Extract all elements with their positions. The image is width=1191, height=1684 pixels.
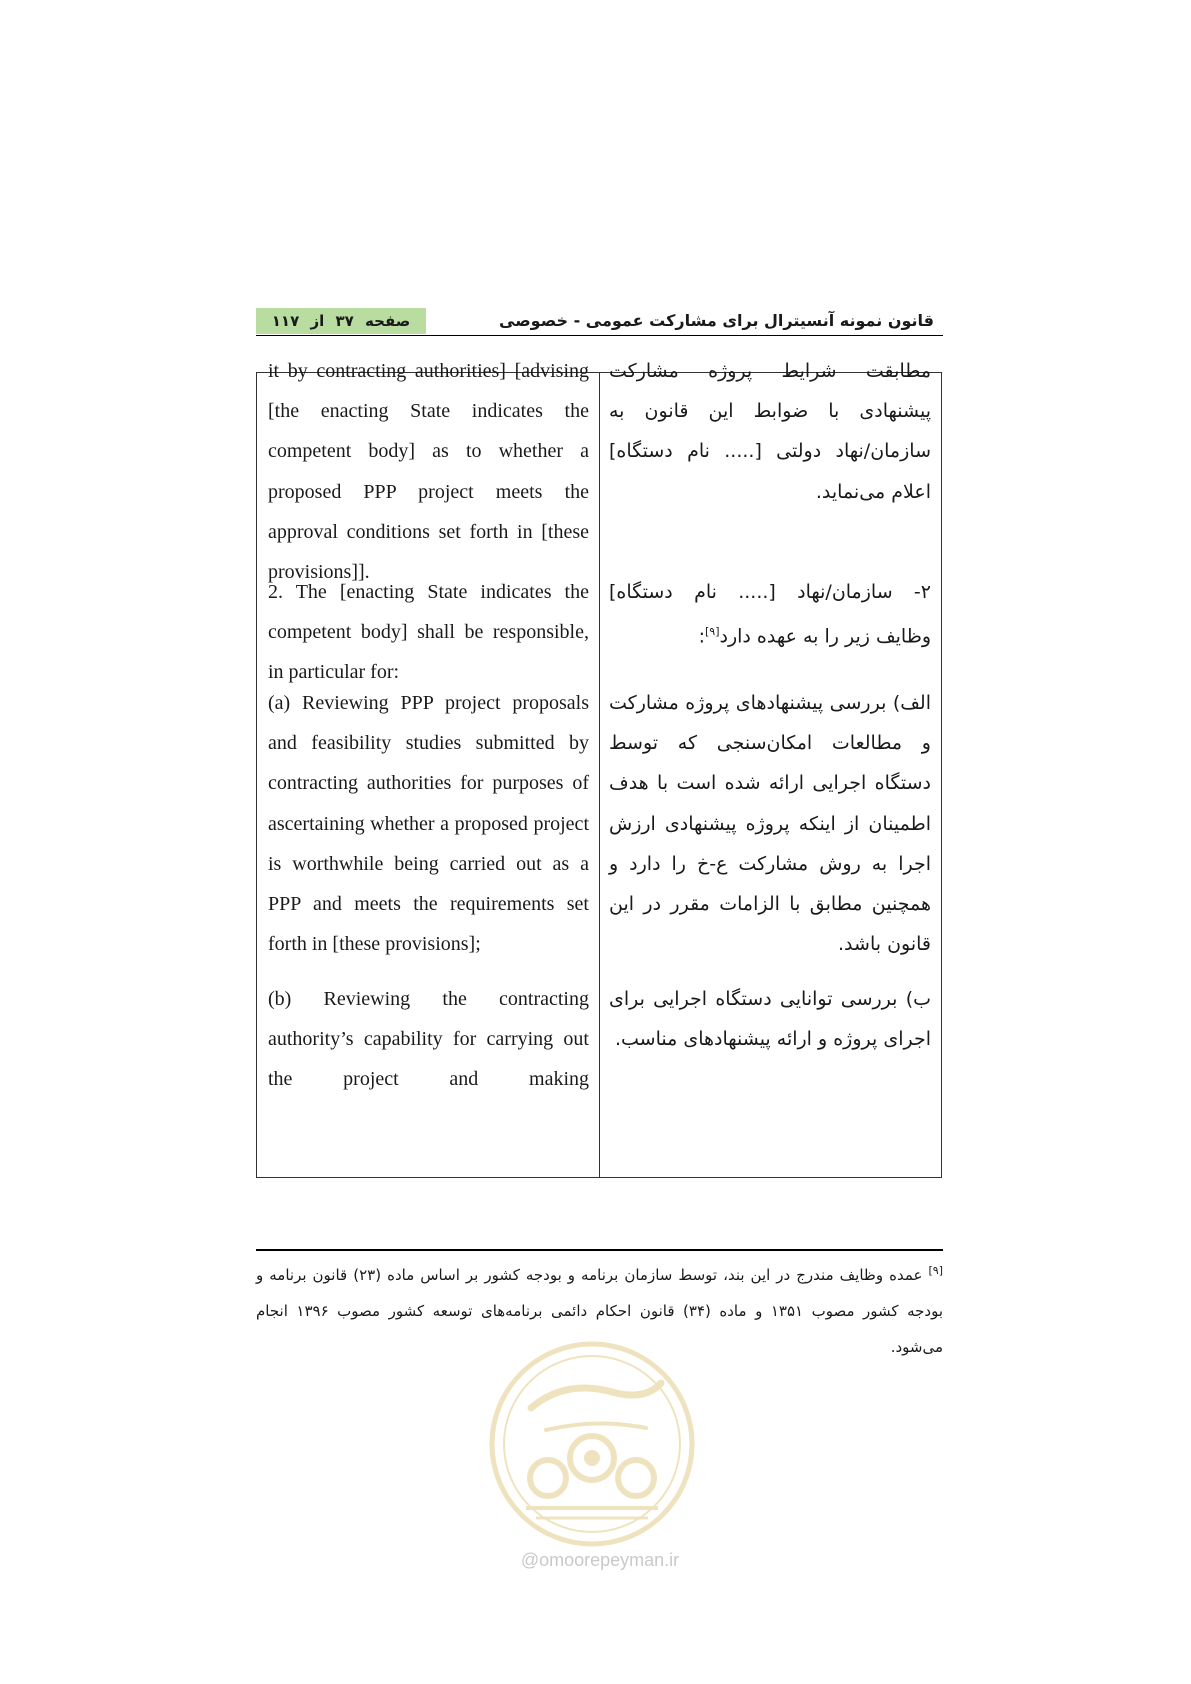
watermark-seal-icon	[486, 1338, 698, 1550]
total-pages: ۱۱۷	[271, 312, 300, 330]
watermark-site-text: @omoorepeyman.ir	[520, 1550, 680, 1570]
page-number-badge	[256, 308, 426, 334]
page-number: ۳۷	[335, 312, 354, 330]
persian-paragraph-2-text: ۲- سازمان/نهاد [..... نام دستگاه] وظایف زیر را به عهده دارد	[609, 581, 931, 648]
column-divider	[599, 373, 600, 1177]
footnote-rule	[256, 1249, 943, 1251]
persian-paragraph-2	[609, 572, 931, 657]
persian-paragraph-3: الف) بررسی پیشنهادهای پروژه مشارکت و مطالعات امکان‌سنجی که توسط دستگاه اجرایی ارائه شده است با هدف اطمینان از اینکه پروژه پیشنهادی ارزش اجرا به روش مشارکت ع-خ را دارد و همچنین مطابق با الزامات مقرر در این قانون باشد.	[609, 692, 931, 956]
footnote-marker: [۹]	[928, 1264, 943, 1277]
english-paragraph-4: (b) Reviewing the contracting authority’s capability for carrying out the project and making	[268, 988, 589, 1091]
bilingual-table	[256, 360, 942, 1178]
english-paragraph-2: 2. The [enacting State indicates the competent body] shall be responsible, in particular for:	[268, 581, 589, 684]
page-word: صفحه	[365, 312, 411, 330]
document-title: قانون نمونه آنسیترال برای مشارکت عمومی - خصوصی	[499, 311, 934, 330]
persian-paragraph-1: مطابقت شرایط پروژه مشارکت پیشنهادی با ضوابط این قانون به سازمان/نهاد دولتی [..... نام دستگاه] اعلام می‌نماید.	[609, 360, 931, 503]
of-word: از	[310, 312, 325, 330]
english-paragraph-1: it by contracting authorities] [advising [the enacting State indicates the competent body] as to whether a proposed PPP project meets the approval conditions set forth in [these provisions]].	[268, 360, 589, 584]
persian-paragraph-2-colon: :	[698, 625, 705, 648]
header-rule	[256, 335, 943, 336]
english-paragraph-3: (a) Reviewing PPP project proposals and feasibility studies submitted by contracting authorities for purposes of ascertaining whether a proposed project is worthwhile being carried out as a PPP and meets the requirements set forth in [these provisions];	[268, 692, 589, 956]
footnote-text: عمده وظایف مندرج در این بند، توسط سازمان برنامه و بودجه کشور بر اساس ماده (۲۳) قانون برنامه و بودجه کشور مصوب ۱۳۵۱ و ماده (۳۴) قانون احکام دائمی برنامه‌های توسعه کشور مصوب ۱۳۹۶ انجام می‌شود.	[256, 1266, 944, 1356]
footnote-reference[interactable]: [۹]	[704, 625, 720, 639]
persian-paragraph-4: ب) بررسی توانایی دستگاه اجرایی برای اجرای پروژه و ارائه پیشنهادهای مناسب.	[609, 988, 931, 1051]
